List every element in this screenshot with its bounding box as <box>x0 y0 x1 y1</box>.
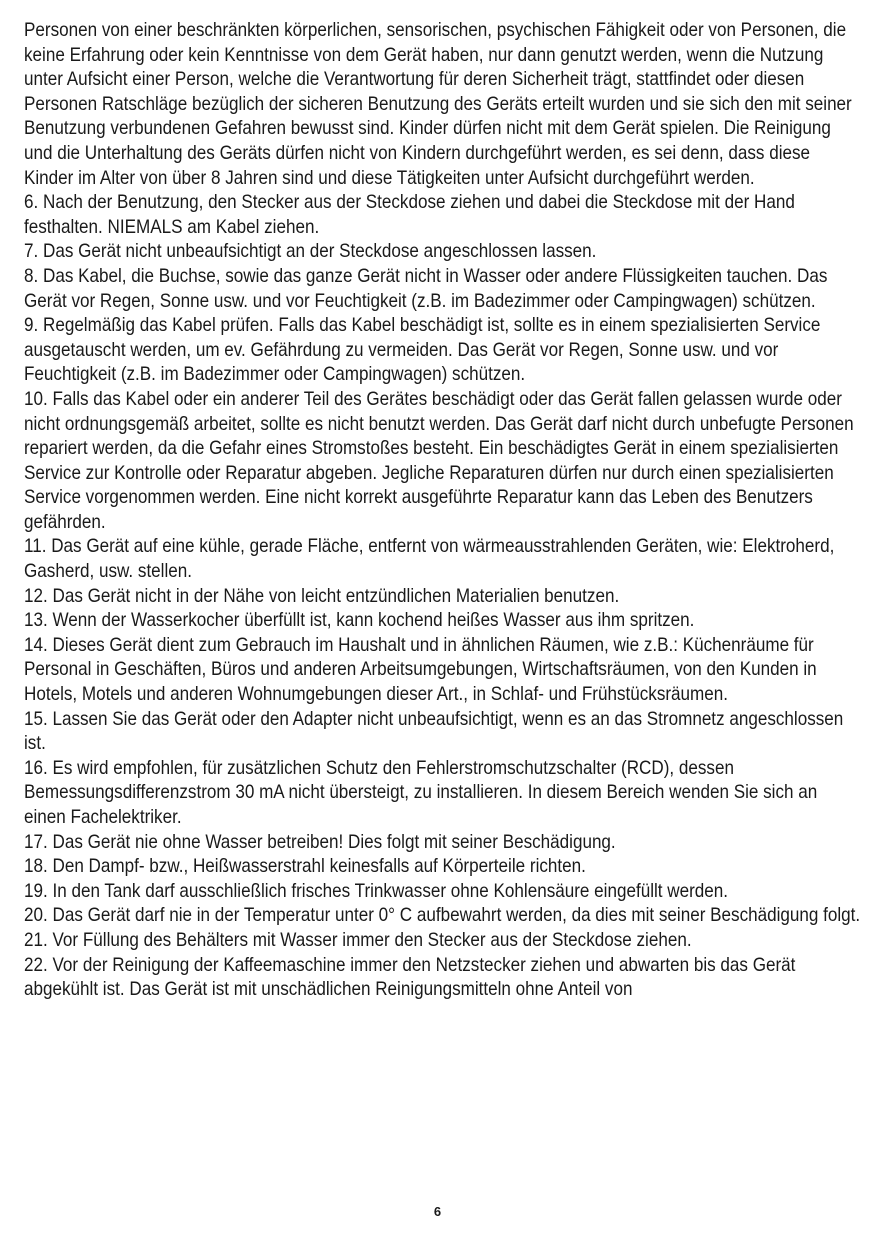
list-item-19: 19. In den Tank darf ausschließlich frisches Trinkwasser ohne Kohlensäure eingefüllt werden. <box>24 880 729 902</box>
list-item-9: 9. Regelmäßig das Kabel prüfen. Falls das Kabel beschädigt ist, sollte es in einem spezialisierten Service ausgetauscht werden, um ev. Gefährdung zu vermeiden. Das Gerät vor Regen, Sonne usw. und vor Feuchtigkeit (z.B. im Badezimmer oder Campingwagen) schützen. <box>24 315 821 386</box>
page-number: 6 <box>433 1204 442 1219</box>
list-item-8: 8. Das Kabel, die Buchse, sowie das ganze Gerät nicht in Wasser oder andere Flüssigkeiten tauchen. Das Gerät vor Regen, Sonne usw. und vor Feuchtigkeit (z.B. im Badezimmer oder Campingwagen) schützen. <box>24 265 828 312</box>
list-item-13: 13. Wenn der Wasserkocher überfüllt ist, kann kochend heißes Wasser aus ihm spritzen. <box>24 610 695 632</box>
paragraph-intro: Personen von einer beschränkten körperlichen, sensorischen, psychischen Fähigkeit oder von Personen, die keine Erfahrung oder kein Kenntnisse von dem Gerät haben, nur dann genutzt werden, wenn die Nutzung unter Aufsicht einer Person, welche die Verantwortung für deren Sicherheit trägt, stattfindet oder diesen Personen Ratschläge bezüglich der sicheren Benutzung des Geräts erteilt wurden und sie sich den mit seiner Benutzung verbundenen Gefahren bewusst sind. Kinder dürfen nicht mit dem Gerät spielen. Die Reinigung und die Unterhaltung des Geräts dürfen nicht von Kindern durchgeführt werden, es sei denn, dass diese Kinder im Alter von über 8 Jahren sind und diese Tätigkeiten unter Aufsicht durchgeführt werden. <box>24 20 852 189</box>
list-item-17: 17. Das Gerät nie ohne Wasser betreiben! Dies folgt mit seiner Beschädigung. <box>24 831 616 853</box>
list-item-22: 22. Vor der Reinigung der Kaffeemaschine immer den Netzstecker ziehen und abwarten bis das Gerät abgekühlt ist. Das Gerät ist mit unschädlichen Reinigungsmitteln ohne Anteil von <box>24 954 796 1001</box>
list-item-21: 21. Vor Füllung des Behälters mit Wasser immer den Stecker aus der Steckdose ziehen. <box>24 929 692 951</box>
list-item-11: 11. Das Gerät auf eine kühle, gerade Fläche, entfernt von wärmeausstrahlenden Geräten, wie: Elektroherd, Gasherd, usw. stellen. <box>24 536 835 583</box>
list-item-10: 10. Falls das Kabel oder ein anderer Teil des Gerätes beschädigt oder das Gerät fallen gelassen wurde oder nicht ordnungsgemäß arbeitet, sollte es nicht benutzt werden. Das Gerät darf nicht durch unbefugte Personen repariert werden, da die Gefahr eines Stromstoßes besteht. Ein beschädigtes Gerät in einem spezialisierten Service zur Kontrolle oder Reparatur abgeben. Jegliche Reparaturen dürfen nur durch einen spezialisierten Service vorgenommen werden. Eine nicht korrekt ausgeführte Reparatur kann das Leben des Benutzers gefährden. <box>24 388 854 533</box>
list-item-16: 16. Es wird empfohlen, für zusätzlichen Schutz den Fehlerstromschutzschalter (RCD), dessen Bemessungsdifferenzstrom 30 mA nicht übersteigt, zu installieren. In diesem Bereich wenden Sie sich an einen Fachelektriker. <box>24 757 818 828</box>
list-item-14: 14. Dieses Gerät dient zum Gebrauch im Haushalt und in ähnlichen Räumen, wie z.B.: Küchenräume für Personal in Geschäften, Büros und anderen Arbeitsumgebungen, Wirtschaftsräumen, von den Kunden in Hotels, Motels und anderen Wohnumgebungen dieser Art., in Schlaf- und Frühstücksräumen. <box>24 634 817 706</box>
list-item-12: 12. Das Gerät nicht in der Nähe von leicht entzündlichen Materialien benutzen. <box>24 585 620 607</box>
list-item-7: 7. Das Gerät nicht unbeaufsichtigt an der Steckdose angeschlossen lassen. <box>24 241 597 263</box>
list-item-6: 6. Nach der Benutzung, den Stecker aus der Steckdose ziehen und dabei die Steckdose mit der Hand festhalten. NIEMALS am Kabel ziehen. <box>24 192 795 238</box>
list-item-20: 20. Das Gerät darf nie in der Temperatur unter 0° C aufbewahrt werden, da dies mit seiner Beschädigung folgt. <box>24 905 861 927</box>
list-item-18: 18. Den Dampf- bzw., Heißwasserstrahl keinesfalls auf Körperteile richten. <box>24 856 586 878</box>
document-body <box>24 19 860 1003</box>
list-item-15: 15. Lassen Sie das Gerät oder den Adapter nicht unbeaufsichtigt, wenn es an das Stromnetz angeschlossen ist. <box>24 708 844 755</box>
